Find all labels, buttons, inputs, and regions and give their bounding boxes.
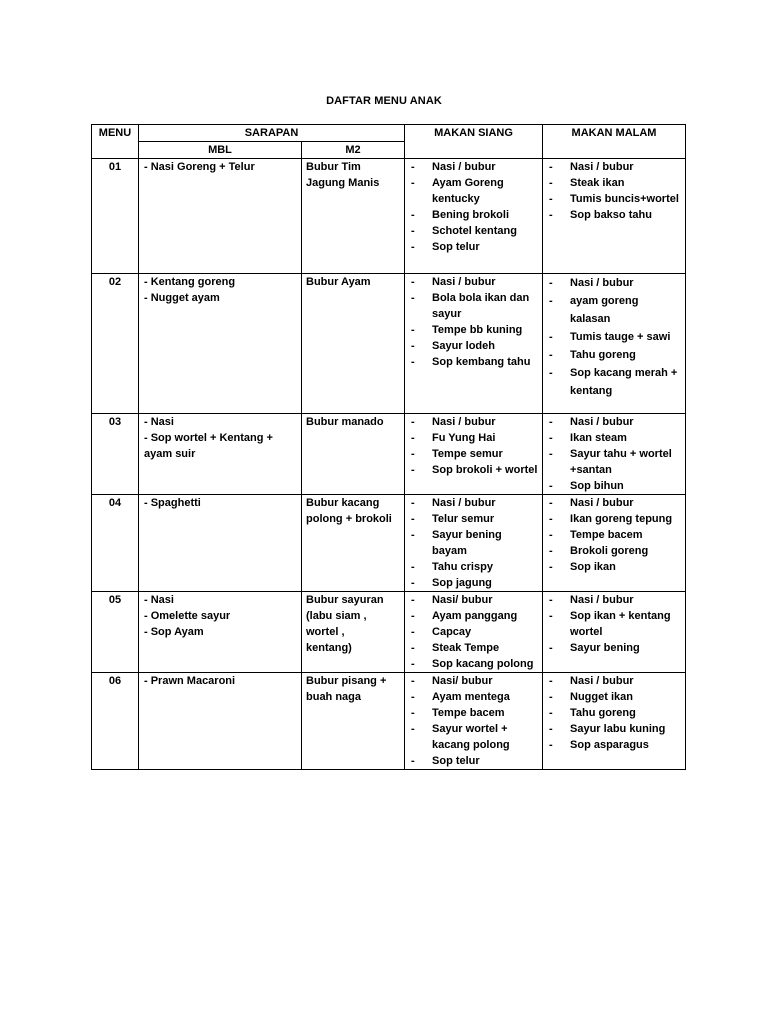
- list-item: - Sayur wortel + kacang polong: [405, 721, 542, 753]
- list-item: - Nasi / bubur: [543, 414, 685, 430]
- list-item: - Sop brokoli + wortel: [405, 462, 542, 478]
- list-item: - Sop kembang tahu: [405, 354, 542, 370]
- header-row: [92, 125, 686, 142]
- list-item: - Sayur bening: [543, 640, 685, 656]
- m2-cell: [302, 159, 405, 274]
- mbl-text: - Nasi Goreng + Telur: [144, 161, 255, 173]
- menu-number: 05: [92, 592, 139, 673]
- mbl-cell: [139, 274, 302, 414]
- list-item: - Nasi / bubur: [543, 592, 685, 608]
- makan-siang-list: [405, 592, 542, 672]
- list-item: - Sop ikan + kentang wortel: [543, 608, 685, 640]
- makan-malam-cell: [543, 159, 686, 274]
- makan-malam-list: [543, 414, 685, 494]
- list-item: - Bola bola ikan dan sayur: [405, 290, 542, 322]
- makan-malam-cell: [543, 495, 686, 592]
- m2-text: Bubur Tim Jagung Manis: [306, 161, 380, 189]
- menu-table: [91, 124, 686, 770]
- list-item: - Sayur lodeh: [405, 338, 542, 354]
- m2-cell: [302, 274, 405, 414]
- mbl-text: - Nasi - Sop wortel + Kentang + ayam suir: [144, 416, 273, 460]
- table-row: [92, 673, 686, 770]
- list-item: - Sop kacang merah + kentang: [543, 364, 685, 400]
- m2-cell: [302, 592, 405, 673]
- makan-malam-cell: [543, 274, 686, 414]
- list-item: - Schotel kentang: [405, 223, 542, 239]
- menu-number: 04: [92, 495, 139, 592]
- m2-text: Bubur sayuran (labu siam , wortel , kentang): [306, 594, 384, 654]
- makan-malam-cell: [543, 592, 686, 673]
- list-item: - Telur semur: [405, 511, 542, 527]
- makan-siang-list: [405, 495, 542, 591]
- makan-siang-cell: [405, 159, 543, 274]
- makan-siang-cell: [405, 495, 543, 592]
- list-item: - Tempe semur: [405, 446, 542, 462]
- list-item: - Nasi / bubur: [543, 274, 685, 292]
- mbl-text: - Prawn Macaroni: [144, 675, 236, 687]
- header-sarapan: SARAPAN: [139, 125, 405, 142]
- list-item: - Sayur bening bayam: [405, 527, 542, 559]
- header-makan-malam: MAKAN MALAM: [543, 125, 686, 159]
- makan-malam-cell: [543, 414, 686, 495]
- m2-text: Bubur manado: [306, 416, 384, 428]
- list-item: - Sop asparagus: [543, 737, 685, 753]
- m2-cell: [302, 414, 405, 495]
- list-item: - Nasi / bubur: [543, 495, 685, 511]
- makan-malam-cell: [543, 673, 686, 770]
- list-item: - Ayam panggang: [405, 608, 542, 624]
- list-item: - Nasi/ bubur: [405, 673, 542, 689]
- mbl-text: - Spaghetti: [144, 497, 201, 509]
- mbl-text: - Nasi - Omelette sayur - Sop Ayam: [144, 594, 231, 638]
- header-m2: M2: [302, 142, 405, 159]
- list-item: - Bening brokoli: [405, 207, 542, 223]
- list-item: - Fu Yung Hai: [405, 430, 542, 446]
- list-item: - Ikan steam: [543, 430, 685, 446]
- m2-cell: [302, 673, 405, 770]
- table-row: [92, 592, 686, 673]
- m2-text: Bubur kacang polong + brokoli: [306, 497, 392, 525]
- makan-malam-list: [543, 495, 685, 575]
- list-item: - Tahu crispy: [405, 559, 542, 575]
- list-item: - Brokoli goreng: [543, 543, 685, 559]
- mbl-cell: [139, 673, 302, 770]
- m2-text: Bubur Ayam: [306, 276, 371, 288]
- page-title: DAFTAR MENU ANAK: [326, 95, 442, 107]
- list-item: - Nasi / bubur: [405, 159, 542, 175]
- list-item: - Sop bakso tahu: [543, 207, 685, 223]
- mbl-cell: [139, 592, 302, 673]
- menu-number: 01: [92, 159, 139, 274]
- header-makan-siang: MAKAN SIANG: [405, 125, 543, 159]
- list-item: - Tempe bacem: [543, 527, 685, 543]
- makan-siang-list: [405, 414, 542, 478]
- makan-malam-list: [543, 592, 685, 656]
- list-item: - Sayur tahu + wortel +santan: [543, 446, 685, 478]
- table-row: [92, 495, 686, 592]
- list-item: - Steak ikan: [543, 175, 685, 191]
- mbl-cell: [139, 414, 302, 495]
- mbl-cell: [139, 495, 302, 592]
- makan-siang-list: [405, 673, 542, 769]
- menu-number: 03: [92, 414, 139, 495]
- menu-number: 02: [92, 274, 139, 414]
- makan-siang-cell: [405, 592, 543, 673]
- list-item: - Sop ikan: [543, 559, 685, 575]
- list-item: - Sop telur: [405, 239, 542, 255]
- list-item: - Ikan goreng tepung: [543, 511, 685, 527]
- list-item: - Nasi / bubur: [405, 274, 542, 290]
- table-row: [92, 274, 686, 414]
- list-item: - ayam goreng kalasan: [543, 292, 685, 328]
- makan-siang-list: [405, 159, 542, 255]
- mbl-cell: [139, 159, 302, 274]
- table-row: [92, 414, 686, 495]
- list-item: - Tahu goreng: [543, 346, 685, 364]
- makan-malam-list: [543, 673, 685, 753]
- list-item: - Capcay: [405, 624, 542, 640]
- list-item: - Sayur labu kuning: [543, 721, 685, 737]
- mbl-text: - Kentang goreng - Nugget ayam: [144, 276, 236, 304]
- list-item: - Tempe bb kuning: [405, 322, 542, 338]
- list-item: - Tumis buncis+wortel: [543, 191, 685, 207]
- makan-siang-list: [405, 274, 542, 370]
- list-item: - Nasi/ bubur: [405, 592, 542, 608]
- makan-siang-cell: [405, 274, 543, 414]
- makan-siang-cell: [405, 414, 543, 495]
- menu-number: 06: [92, 673, 139, 770]
- list-item: - Sop telur: [405, 753, 542, 769]
- list-item: - Sop bihun: [543, 478, 685, 494]
- list-item: - Ayam mentega: [405, 689, 542, 705]
- list-item: - Sop kacang polong: [405, 656, 542, 672]
- list-item: - Ayam Goreng kentucky: [405, 175, 542, 207]
- table-row: [92, 159, 686, 274]
- list-item: - Steak Tempe: [405, 640, 542, 656]
- header-menu: MENU: [92, 125, 139, 159]
- list-item: - Nugget ikan: [543, 689, 685, 705]
- m2-cell: [302, 495, 405, 592]
- list-item: - Nasi / bubur: [543, 673, 685, 689]
- list-item: - Tempe bacem: [405, 705, 542, 721]
- m2-text: Bubur pisang + buah naga: [306, 675, 387, 703]
- list-item: - Tumis tauge + sawi: [543, 328, 685, 346]
- list-item: - Tahu goreng: [543, 705, 685, 721]
- header-mbl: MBL: [139, 142, 302, 159]
- makan-malam-list: [543, 274, 685, 400]
- list-item: - Nasi / bubur: [543, 159, 685, 175]
- makan-siang-cell: [405, 673, 543, 770]
- list-item: - Nasi / bubur: [405, 495, 542, 511]
- list-item: - Nasi / bubur: [405, 414, 542, 430]
- makan-malam-list: [543, 159, 685, 223]
- list-item: - Sop jagung: [405, 575, 542, 591]
